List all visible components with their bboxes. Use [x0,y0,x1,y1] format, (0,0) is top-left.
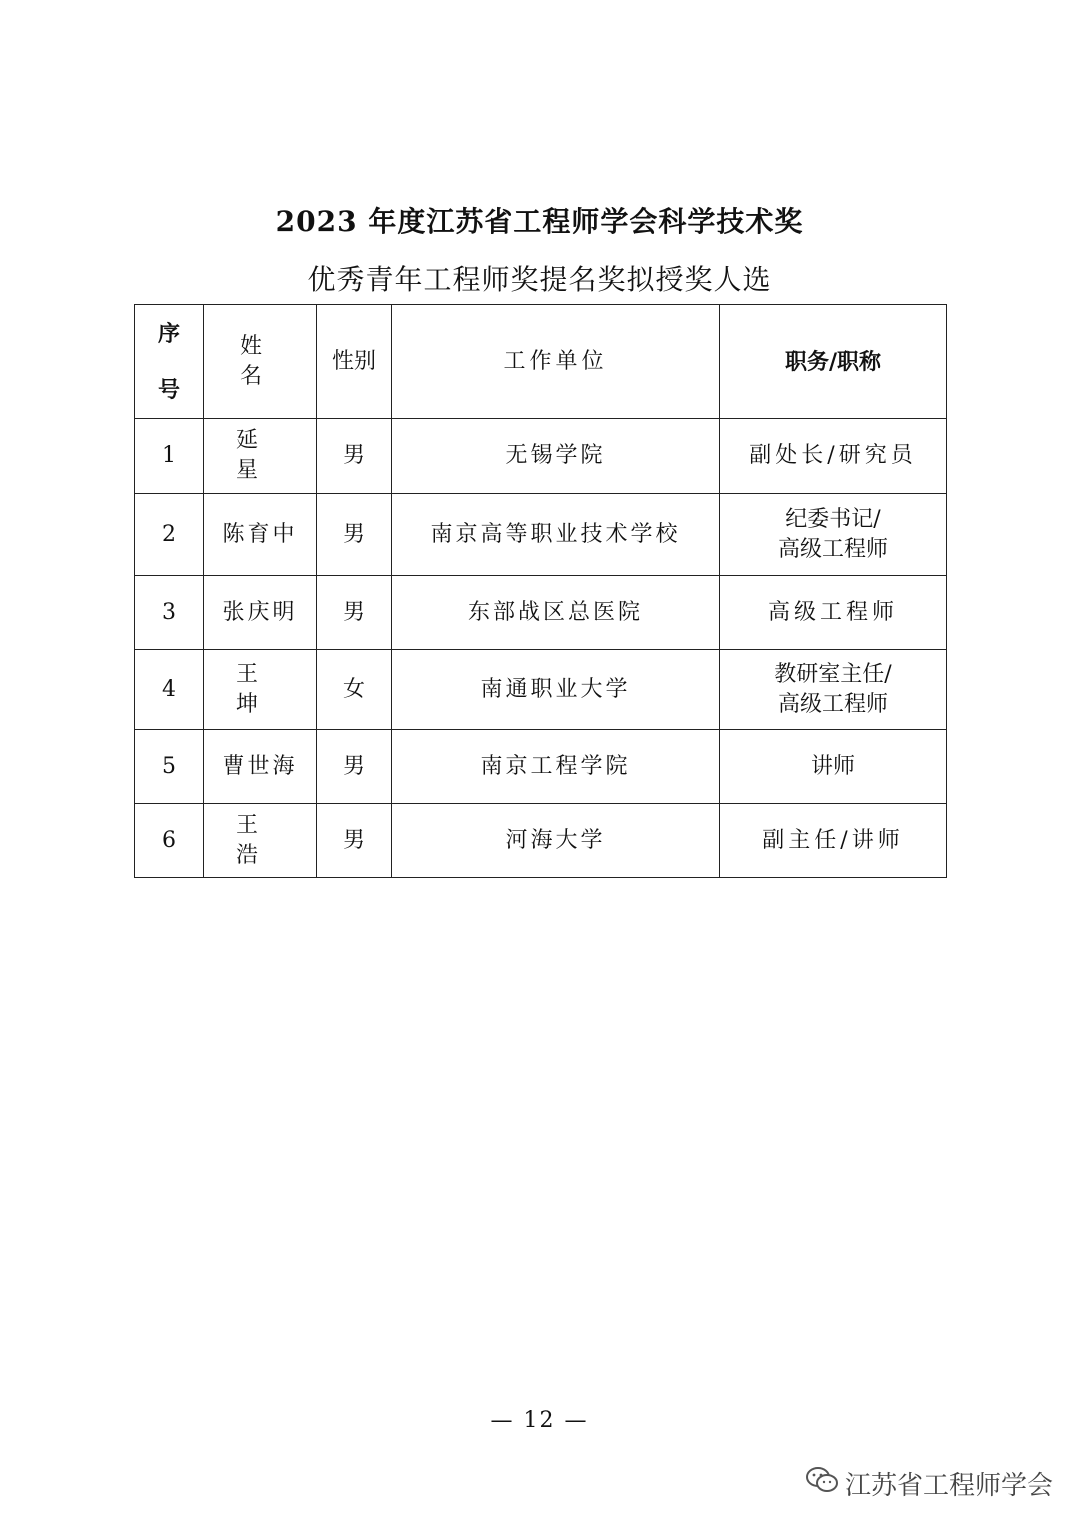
cell-position-line2: 高级工程师 [777,536,888,562]
watermark [805,1465,1053,1502]
cell-unit: 东部战区总医院 [392,576,720,650]
cell-unit: 河海大学 [392,804,720,878]
cell-gender: 男 [317,804,392,878]
cell-gender: 男 [317,419,392,494]
cell-name: 陈育中 [204,494,317,576]
header-position: 职务/职称 [720,305,947,419]
cell-position-line1: 副主任/讲师 [762,827,904,853]
cell-unit: 南京工程学院 [392,730,720,804]
table-row [135,650,947,730]
wechat-icon [805,1466,839,1501]
cell-seq: 1 [135,419,204,494]
cell-seq: 6 [135,804,204,878]
header-gender: 性别 [317,305,392,419]
cell-position [720,650,947,730]
header-seq: 序号 [135,305,204,419]
cell-position [720,804,947,878]
cell-unit: 无锡学院 [392,419,720,494]
cell-name: 王 浩 [204,804,317,878]
cell-position-line1: 教研室主任/ [774,661,892,687]
cell-seq: 4 [135,650,204,730]
header-name: 姓 名 [204,305,317,419]
cell-position-line2: 高级工程师 [777,691,888,717]
table-row [135,494,947,576]
document-title-line1: 2023 年度江苏省工程师学会科学技术奖 [275,205,804,238]
cell-unit: 南京高等职业技术学校 [392,494,720,576]
cell-seq: 5 [135,730,204,804]
cell-position [720,494,947,576]
cell-position-line1: 讲师 [810,753,855,779]
cell-gender: 男 [317,494,392,576]
awardee-table [134,304,947,878]
cell-name: 张庆明 [204,576,317,650]
table-row [135,730,947,804]
watermark-text: 江苏省工程师学会 [845,1471,1054,1501]
table-row [135,804,947,878]
cell-gender: 女 [317,650,392,730]
header-unit: 工作单位 [392,305,720,419]
cell-position-line1: 高级工程师 [767,599,898,625]
cell-seq: 3 [135,576,204,650]
cell-position-line1: 纪委书记/ [785,506,881,532]
cell-gender: 男 [317,730,392,804]
cell-gender: 男 [317,576,392,650]
page-number: — 12 — [490,1408,589,1433]
cell-name: 曹世海 [204,730,317,804]
document-title-line2: 优秀青年工程师奖提名奖拟授奖人选 [307,263,772,296]
cell-seq: 2 [135,494,204,576]
cell-position [720,730,947,804]
cell-name: 延 星 [204,419,317,494]
table-header-row [135,305,947,419]
cell-position [720,419,947,494]
cell-unit: 南通职业大学 [392,650,720,730]
cell-name: 王 坤 [204,650,317,730]
cell-position-line1: 副处长/研究员 [749,443,917,468]
table-row [135,419,947,494]
table-row [135,576,947,650]
cell-position [720,576,947,650]
